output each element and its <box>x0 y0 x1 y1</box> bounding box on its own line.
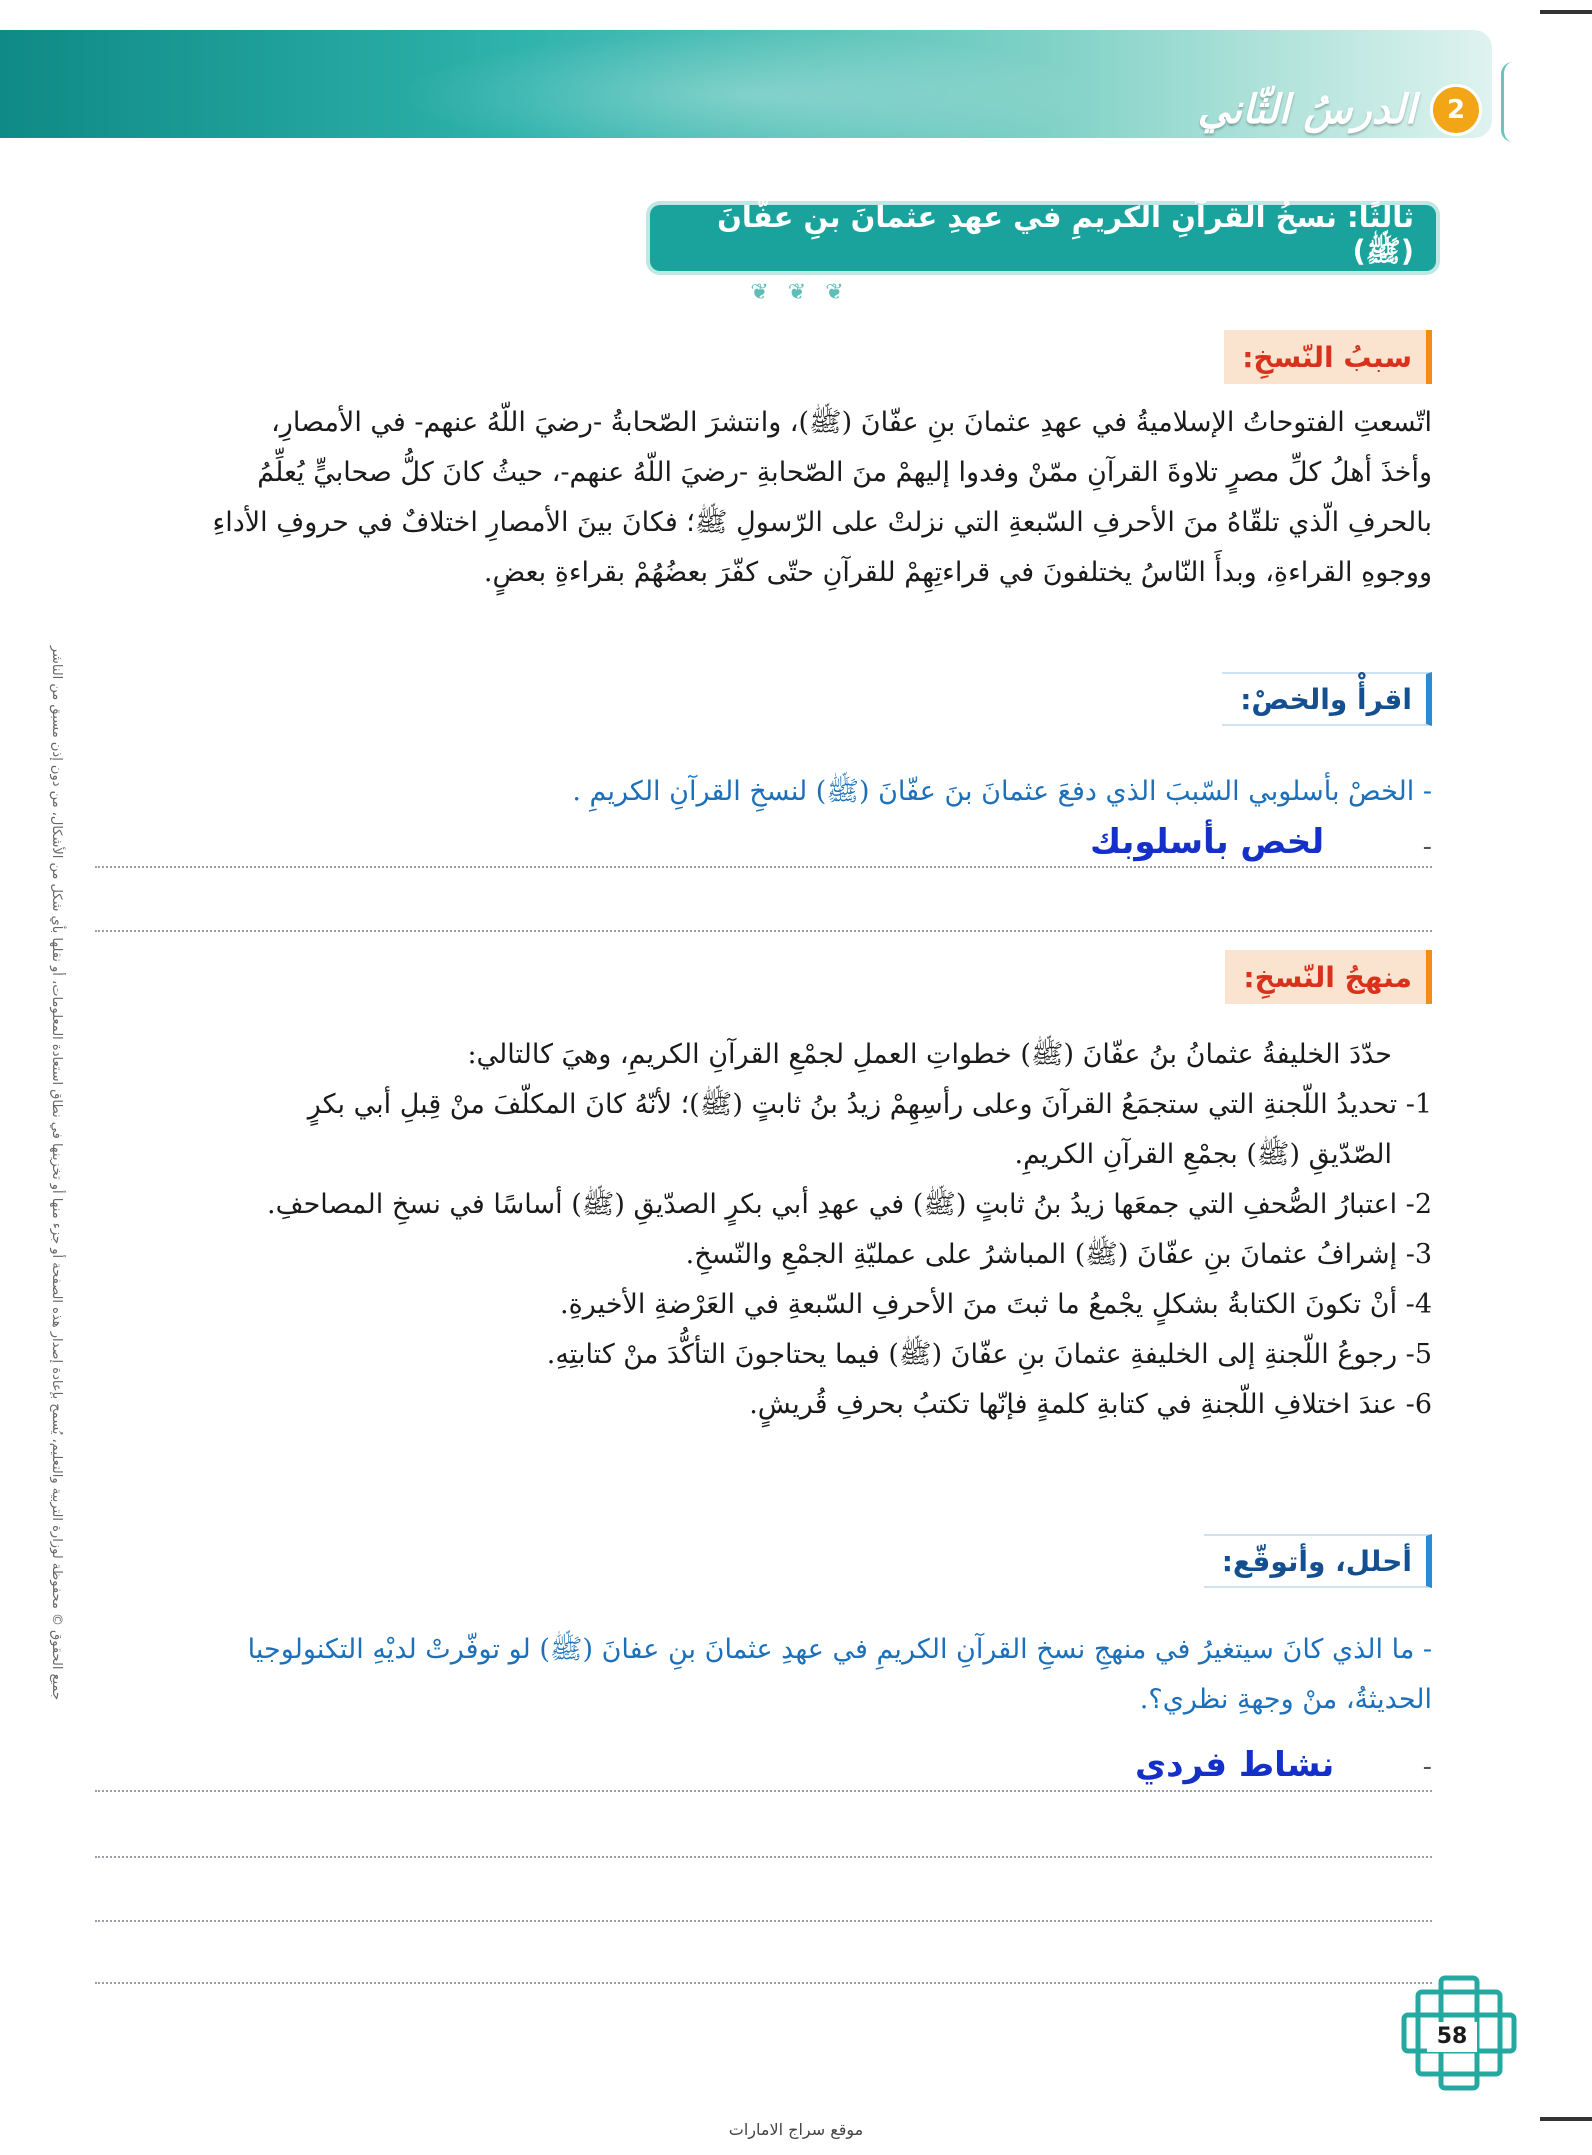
method-heading: منهجُ النّسخِ: <box>1225 950 1432 1004</box>
method-item-4: 4- أنْ تكونَ الكتابةُ بشكلٍ يجْمعُ ما ثبتَ منَ الأحرفِ السّبعةِ في العَرْضةِ الأخيرةِ. <box>560 1289 1432 1320</box>
answer-line <box>95 1856 1432 1858</box>
summarize-answer[interactable]: لخص بأسلوبك <box>1090 822 1325 862</box>
summarize-heading: اقرأْ والخصْ: <box>1222 672 1432 726</box>
method-item-6: 6- عندَ اختلافِ اللّجنةِ في كتابةِ كلمةٍ فإنّها تكتبُ بحرفِ قُريشٍ. <box>749 1389 1432 1420</box>
page-number: 58 <box>1427 2022 1477 2052</box>
analyze-question <box>70 1625 1432 1725</box>
reason-line-4: ووجوهِ القراءةِ، وبدأَ النّاسُ يختلفونَ في قراءتِهِمْ للقرآنِ حتّى كفّرَ بعضُهُمْ بقراءةِ بعضٍ. <box>483 557 1432 588</box>
answer-line <box>95 930 1432 932</box>
reason-line-2: وأخذَ أهلُ كلِّ مصرٍ تلاوةَ القرآنِ ممّنْ وفدوا إليهمْ منَ الصّحابةِ -رضيَ اللّهُ عنهم-، حيثُ كانَ كلُّ صحابيٍّ يُعلِّمُ <box>257 457 1432 488</box>
analyze-question-line-1: - ما الذي كانَ سيتغيرُ في منهجِ نسخِ القرآنِ الكريمِ في عهدِ عثمانَ بنِ عفانَ (ﷺ) لو توفّرتْ لديْهِ التكنولوجيا <box>247 1634 1432 1665</box>
banner-bracket-ornament <box>1501 62 1534 142</box>
lesson-title: الدرسُ الثّاني <box>1197 87 1416 133</box>
reason-heading: سببُ النّسخِ: <box>1224 330 1432 384</box>
section-title: ثالثًا: نسخُ القرآنِ الكريمِ في عهدِ عثمانَ بنِ عفّانَ (ﷺ) <box>717 200 1414 268</box>
summarize-answer-dash: - <box>1422 832 1432 862</box>
answer-line <box>95 866 1432 868</box>
method-item-1a: 1- تحديدُ اللّجنةِ التي ستجمَعُ القرآنَ وعلى رأسِهِمْ زيدُ بنُ ثابتٍ (ﷺ)؛ لأنّهُ كانَ المكلّفَ منْ قِبلِ أبي بكرٍ <box>307 1089 1432 1120</box>
method-item-2: 2- اعتبارُ الصُّحفِ التي جمعَها زيدُ بنُ ثابتٍ (ﷺ) في عهدِ أبي بكرٍ الصدّيقِ (ﷺ) أساسًا في نسخِ المصاحفِ. <box>267 1189 1432 1220</box>
lesson-title-group <box>1198 78 1482 142</box>
answer-line <box>95 1790 1432 1792</box>
analyze-heading: أحلل، وأتوقّع: <box>1204 1534 1432 1588</box>
method-item-5: 5- رجوعُ اللّجنةِ إلى الخليفةِ عثمانَ بنِ عفّانَ (ﷺ) فيما يحتاجونَ التأكُّدَ منْ كتابتِهِ. <box>546 1339 1432 1370</box>
method-item-1b: الصّدّيقِ (ﷺ) بجمْعِ القرآنِ الكريمِ. <box>1014 1139 1392 1170</box>
analyze-answer[interactable]: نشاط فردي <box>1135 1745 1335 1785</box>
method-item-3: 3- إشرافُ عثمانَ بنِ عفّانَ (ﷺ) المباشرُ على عمليّةِ الجمْعِ والنّسخِ. <box>685 1239 1432 1270</box>
section-ornament: ❦ ❦ ❦ <box>750 280 850 305</box>
answer-line <box>95 1982 1432 1984</box>
analyze-question-line-2: الحديثةُ، منْ وجهةِ نظري؟. <box>1139 1684 1432 1715</box>
method-intro: حدّدَ الخليفةُ عثمانُ بنُ عفّانَ (ﷺ) خطواتِ العملِ لجمْعِ القرآنِ الكريمِ، وهيَ كالتالي: <box>467 1039 1392 1070</box>
method-list <box>70 1030 1432 1430</box>
summarize-question: - الخصْ بأسلوبي السّببَ الذي دفعَ عثمانَ بنَ عفّانَ (ﷺ) لنسخِ القرآنِ الكريمِ . <box>572 776 1432 807</box>
corner-rule-top <box>1540 10 1592 14</box>
reason-line-3: بالحرفِ الّذي تلقّاهُ منَ الأحرفِ السّبعةِ التي نزلتْ على الرّسولِ ﷺ؛ فكانَ بينَ الأمصارِ اختلافٌ في حروفِ الأداءِ <box>212 507 1432 538</box>
reason-paragraph <box>70 398 1432 598</box>
copyright-side-note: جميع الحقوق © محفوظة لوزارة التربية والتعليم، يُسمح بإعادة إصدار هذه الصفحة أو جزء منها أو تخزينها في نطاق استعادة المعلومات، أو نقلها بأي شكل من الأشكال، من دون إذن مسبق من الناشر <box>49 645 64 1700</box>
analyze-answer-dash: - <box>1422 1752 1432 1782</box>
footer-site-name: موقع سراج الامارات <box>728 2120 864 2139</box>
lesson-number-badge: 2 <box>1430 84 1482 136</box>
section-header <box>650 200 1436 271</box>
answer-line <box>95 1920 1432 1922</box>
reason-line-1: اتّسعتِ الفتوحاتُ الإسلاميةُ في عهدِ عثمانَ بنِ عفّانَ (ﷺ)، وانتشرَ الصّحابةُ -رضيَ اللّهُ عنهم- في الأمصارِ، <box>271 407 1432 438</box>
